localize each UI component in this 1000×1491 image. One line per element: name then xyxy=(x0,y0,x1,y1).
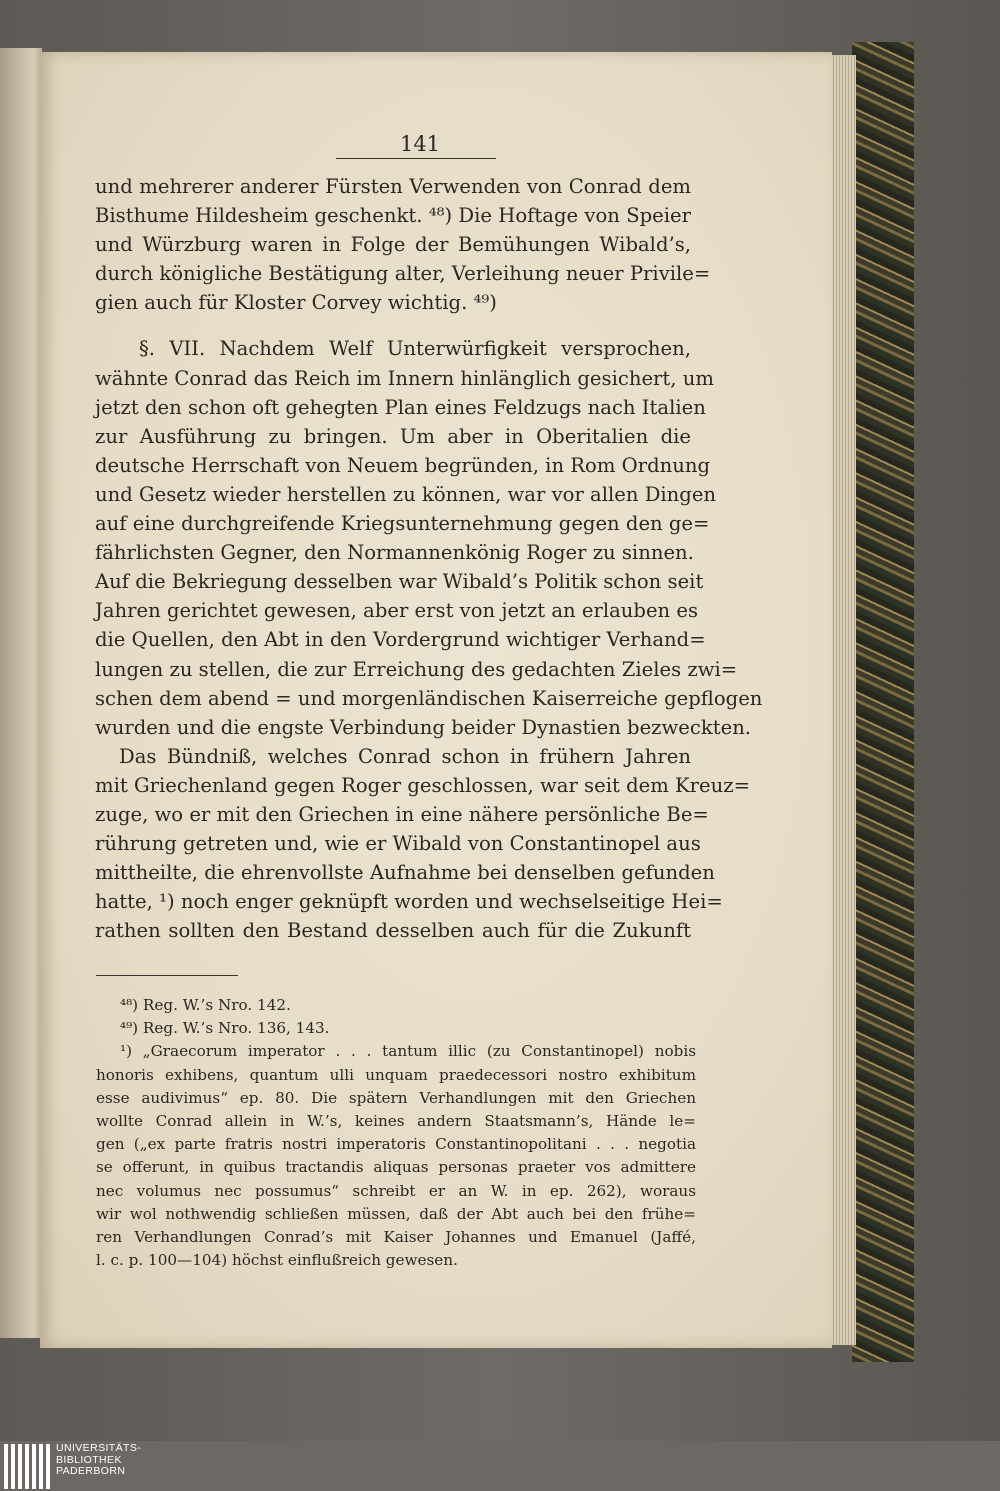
paragraph-gap xyxy=(95,317,691,334)
text-line: lungen zu stellen, die zur Erreichung des gedachten Zieles zwi= xyxy=(95,657,738,681)
library-logo-icon xyxy=(4,1444,50,1489)
text-line: die Quellen, den Abt in den Vordergrund wichtiger Verhand= xyxy=(95,628,706,652)
footnote-line: ren Verhandlungen Conrad’s mit Kaiser Johannes und Emanuel (Jaffé, xyxy=(96,1227,696,1246)
text-line: fährlichsten Gegner, den Normannenkönig Roger zu sinnen. xyxy=(95,541,694,565)
footnotes xyxy=(96,994,696,1272)
footnote-line: ¹) „Graecorum imperator . . . tantum illic (zu Constantinopel) nobis xyxy=(120,1042,696,1061)
footnote-line: wir wol nothwendig schließen müssen, daß der Abt auch bei den frühe= xyxy=(96,1204,696,1223)
text-line: gien auch für Kloster Corvey wichtig. ⁴⁹) xyxy=(95,291,497,315)
book-page xyxy=(40,52,832,1348)
text-line: mit Griechenland gegen Roger geschlossen, war seit dem Kreuz= xyxy=(95,773,750,797)
footnote-line: ⁴⁸) Reg. W.’s Nro. 142. xyxy=(120,996,291,1014)
text-line: durch königliche Bestätigung alter, Verleihung neuer Privile= xyxy=(95,262,711,286)
page-number-rule xyxy=(336,158,496,159)
footnote-line: wollte Conrad allein in W.’s, keines andern Staatsmann’s, Hände le= xyxy=(96,1111,696,1130)
left-page-edge xyxy=(0,48,42,1338)
page-number: 141 xyxy=(399,132,441,156)
text-line: hatte, ¹) noch enger geknüpft worden und wechselseitige Hei= xyxy=(95,890,723,914)
text-line: Auf die Bekriegung desselben war Wibald’s Politik schon seit xyxy=(95,570,704,594)
footer-bar xyxy=(0,1441,1000,1491)
footnote-line: honoris exhibens, quantum ulli unquam praedecessori nostro exhibitum xyxy=(96,1065,696,1084)
page-edges xyxy=(828,55,856,1345)
footnote-line: nec volumus nec possumus“ schreibt er an W. in ep. 262), woraus xyxy=(96,1181,696,1200)
text-line: deutsche Herrschaft von Neuem begründen, in Rom Ordnung xyxy=(95,453,711,477)
footnote-line: se offerunt, in quibus tractandis aliquas personas praeter vos admittere xyxy=(96,1158,696,1177)
marbled-cover xyxy=(852,42,914,1362)
footnote-line: esse audivimus“ ep. 80. Die spätern Verhandlungen mit den Griechen xyxy=(96,1088,696,1107)
text-line: zur Ausführung zu bringen. Um aber in Oberitalien die xyxy=(95,424,691,448)
logo-line: BIBLIOTHEK xyxy=(56,1453,122,1466)
text-line: Jahren gerichtet gewesen, aber erst von jetzt an erlauben es xyxy=(95,599,699,623)
text-line: wurden und die engste Verbindung beider Dynastien bezweckten. xyxy=(95,715,752,739)
text-line: rührung getreten und, wie er Wibald von Constantinopel aus xyxy=(95,832,701,856)
text-line: rathen sollten den Bestand desselben auch für die Zukunft xyxy=(95,919,691,943)
footnote-rule xyxy=(96,975,238,976)
text-line: Bisthume Hildesheim geschenkt. ⁴⁸) Die Hoftage von Speier xyxy=(95,204,691,228)
text-line: §. VII. Nachdem Welf Unterwürfigkeit versprochen, xyxy=(139,337,691,361)
logo-line: PADERBORN xyxy=(56,1465,126,1477)
text-line: und Würzburg waren in Folge der Bemühungen Wibald’s, xyxy=(95,233,691,257)
library-logo-text xyxy=(56,1443,141,1478)
logo-line: UNIVERSITÄTS- xyxy=(56,1442,142,1454)
body-text xyxy=(95,172,763,945)
text-line: auf eine durchgreifende Kriegsunternehmung gegen den ge= xyxy=(95,512,710,536)
text-line: wähnte Conrad das Reich im Innern hinlänglich gesichert, um xyxy=(95,366,714,390)
footnote-line: l. c. p. 100—104) höchst einflußreich gewesen. xyxy=(96,1251,458,1270)
text-line: und Gesetz wieder herstellen zu können, war vor allen Dingen xyxy=(95,482,717,506)
footnote-line: gen („ex parte fratris nostri imperatoris Constantinopolitani . . . negotia xyxy=(96,1135,696,1154)
footnote-line: ⁴⁹) Reg. W.’s Nro. 136, 143. xyxy=(120,1019,330,1038)
text-line: schen dem abend = und morgenländischen Kaiserreiche gepflogen xyxy=(95,686,763,710)
text-line: mittheilte, die ehrenvollste Aufnahme bei denselben gefunden xyxy=(95,861,715,885)
text-line: jetzt den schon oft gehegten Plan eines Feldzugs nach Italien xyxy=(95,395,706,419)
text-line: und mehrerer anderer Fürsten Verwenden von Conrad dem xyxy=(95,175,691,198)
text-line: Das Bündniß, welches Conrad schon in frühern Jahren xyxy=(119,744,691,768)
text-line: zuge, wo er mit den Griechen in eine nähere persönliche Be= xyxy=(95,802,709,826)
